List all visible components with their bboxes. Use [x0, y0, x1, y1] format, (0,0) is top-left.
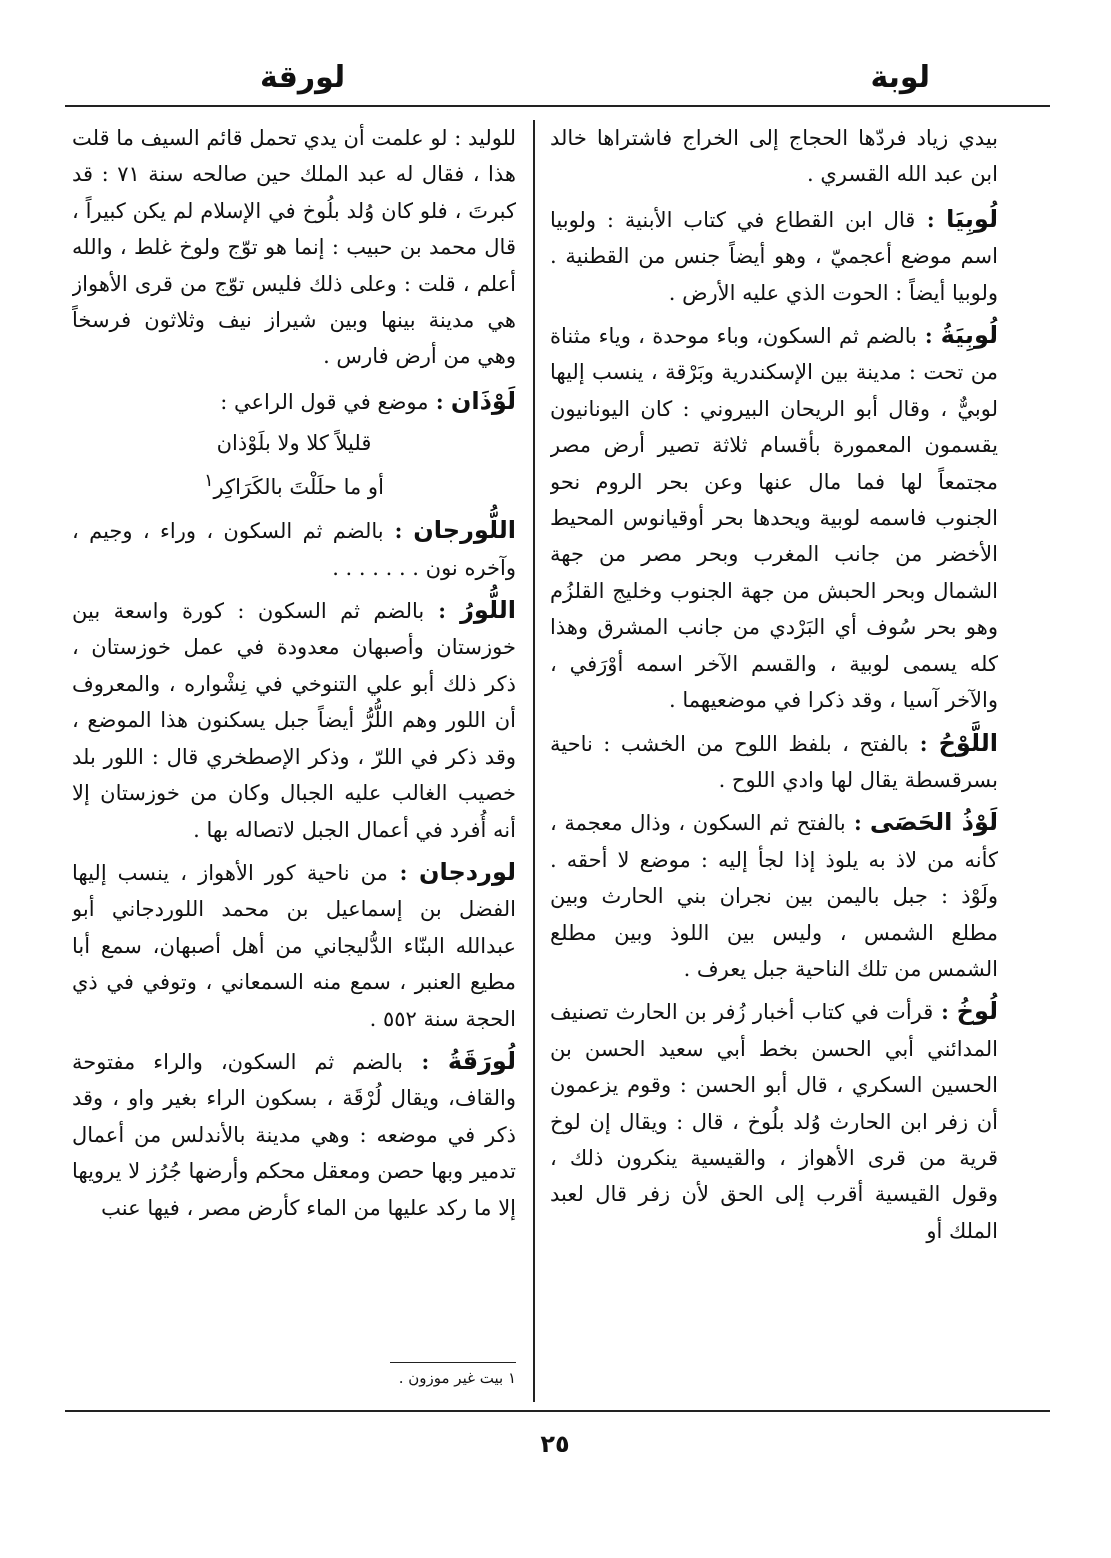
poem-verse — [72, 424, 516, 506]
verse-line-2-text: أو ما حلَلْتَ بالكَرَاكِر — [213, 475, 384, 500]
entry-headword: لُوخُ — [956, 997, 998, 1026]
headword-colon: : — [916, 323, 941, 349]
entry-lurqa — [72, 1043, 516, 1226]
left-column — [72, 120, 516, 1365]
footnote-separator — [390, 1362, 516, 1363]
continuation-text: للوليد : لو علمت أن يدي تحمل قائم السيف ما قلت هذا ، فقال له عبد الملك حين صالحه سنة ٧١ : قد كبرتَ ، فلو كان وُلد بلُوخ في الإسلام لم يكن كبيراً ، قال محمد بن حبيب : إنما هو توّج ولوخ غلط ، والله أعلم ، قلت : وعلى ذلك فليس توّج من قرى الأهواز هي مدينة بينها وبين شيراز نيف وثلاثون فرسخاً وهي من أرض فارس . — [72, 126, 516, 369]
entry-text: بالفتح ثم السكون ، وذال معجمة ، كأنه من لاذ به يلوذ إذا لجأ إليه : موضع لا أحقه . ولَوْذ : جبل باليمن بين نجران بني الحارث وبين مطلع الشمس ، وليس بين اللوذ وبين مطلع الشمس من تلك الناحية جبل يعرف . — [550, 811, 998, 981]
entry-lukh — [550, 993, 998, 1249]
headword-colon: : — [424, 598, 461, 624]
top-rule — [65, 105, 1050, 107]
verse-line-1: قليلاً كلا ولا بلَوْذان — [216, 431, 372, 456]
entry-text: بالضم ثم السكون، والراء مفتوحة والقاف، ويقال لُرْقَة ، بسكون الراء بغير واو ، وقد ذكر في موضعه : وهي مدينة بالأندلس من أعمال تدمير وبها حصن ومعقل محكم وأرضها جُرُز لا يرويها إلا ما ركد عليها من الماء كأرض مصر ، فيها عنب — [72, 1049, 516, 1220]
bottom-rule — [65, 1410, 1050, 1412]
entry-text: من ناحية كور الأهواز ، ينسب إليها الفضل بن إسماعيل بن محمد اللوردجاني أبو عبدالله البنّاء الدُّليجاني من أهل أصبهان، سمع أبا مطيع العنبر ، سمع منه السمعاني ، وتوفي في ذي الحجة سنة ٥٥٢ . — [72, 860, 516, 1031]
entry-lawdhan — [72, 383, 516, 506]
right-column — [550, 120, 998, 1405]
footnote: ١ بيت غير موزون . — [398, 1369, 516, 1387]
headword-colon: : — [845, 810, 870, 836]
entry-headword: اللُّورجان — [413, 516, 516, 545]
entry-allawh — [550, 725, 998, 799]
headword-colon: : — [383, 518, 414, 544]
entry-text: بالفتح ، بلفظ اللوح من الخشب : ناحية بسرقسطة يقال لها وادي اللوح . — [550, 731, 998, 792]
entry-text: بالضم ثم السكون ، وراء ، وجيم ، وآخره نون . . . . . . . — [72, 519, 516, 580]
continuation-text: بيدي زياد فردّها الحجاج إلى الخراج فاشتراها خالد ابن عبد الله القسري . — [550, 126, 998, 187]
entry-headword: اللُّورُ — [460, 596, 516, 625]
headword-colon: : — [428, 388, 451, 414]
entry-text: موضع في قول الراعي : — [220, 389, 429, 414]
entry-allur — [72, 592, 516, 848]
headword-colon: : — [387, 859, 420, 885]
entry-headword: لَوْذُ الحَصَى — [869, 808, 998, 837]
entry-text: قرأت في كتاب أخبار زُفر بن الحارث تصنيف المدائني أبي الحسن بخط أبي سعيد الحسن بن الحسين السكري ، قال أبو الحسن : وقوم يزعمون أن زفر ابن الحارث وُلد بلُوخ ، قال : ويقال إن لوخ قرية من قرى الأهواز ، والقيسية ينكرون ذلك ، وقول القيسية أقرب إلى الحق لأن زفر قال لعبد الملك أو — [550, 1000, 998, 1243]
running-head-left: لورقة — [260, 60, 346, 95]
entry-lawdh-alhasa — [550, 804, 998, 987]
entry-headword: لُورَقَةُ — [447, 1046, 516, 1075]
entry-allurjan — [72, 512, 516, 586]
entry-text: قال ابن القطاع في كتاب الأبنية : ولوبيا اسم موضع أعجميّ ، وهو أيضاً جنس من القطنية . ولوبيا أيضاً : الحوت الذي عليه الأرض . — [550, 207, 998, 305]
running-head-right: لوبة — [870, 60, 930, 95]
headword-colon: : — [933, 999, 957, 1025]
running-header — [60, 48, 1050, 100]
column-divider — [533, 120, 535, 1402]
headword-colon: : — [908, 730, 939, 756]
entry-lubiya — [550, 317, 998, 718]
page-number: ٢٥ — [540, 1430, 570, 1458]
entry-headword: لُوبِيَا — [946, 204, 998, 233]
entry-headword: لوردجان — [419, 857, 516, 886]
entry-headword: لَوْذَان — [450, 386, 516, 415]
entry-text: بالضم ثم السكون، وباء موحدة ، وياء مثناة من تحت : مدينة بين الإسكندرية وبَرْقة ، ينسب إليها لوبيٌّ ، وقال أبو الريحان البيروني : كان اليونانيون يقسمون المعمورة بأقسام ثلاثة تصير أرض مصر مجتمعاً لها فما مال عنها وعن بحر الروم نحو الجنوب فاسمه لوبية ويحدها بحر أوقيانوس المحيط الأخضر من جانب المغرب وبحر مصر من جهة الشمال وبحر الحبش من جهة الجنوب وخليج القلزُم وهو بحر سُوف أي البَرْدي من جانب المشرق وهذا كله يسمى لوبية ، والقسم الآخر اسمه أوْرَفي ، والآخر آسيا ، وقد ذكرا في موضعيهما . — [550, 324, 998, 713]
headword-colon: : — [402, 1048, 448, 1074]
headword-colon: : — [915, 206, 947, 232]
footnote-marker: ١ — [204, 471, 214, 492]
verse-line-2 — [72, 462, 516, 506]
entry-lubya — [550, 201, 998, 311]
entry-lurdajan — [72, 854, 516, 1037]
entry-text: بالضم ثم السكون : كورة واسعة بين خوزستان وأصبهان معدودة في عمل خوزستان ، ذكر ذلك أبو علي التنوخي في نِشْواره ، والمعروف أن اللور وهم اللُّرُّ أيضاً جبل يسكنون هذا الموضع ، وقد ذكر في اللرّ ، وذكر الإصطخري قال : اللور بلد خصيب الغالب عليه الجبال وكان من خوزستان إلا أنه أُفرد في أعمال الجبل لاتصاله بها . — [72, 599, 516, 842]
entry-headword: لُوبِيَةُ — [940, 321, 998, 350]
entry-headword: اللَّوْحُ — [938, 728, 998, 757]
